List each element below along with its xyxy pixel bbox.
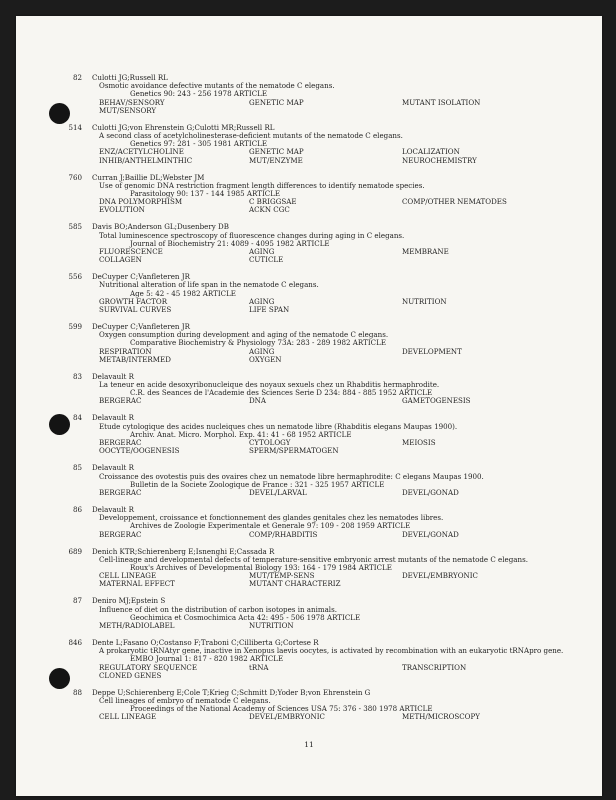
entry-source: Geochimica et Cosmochimica Acta 42: 495 - 506 1978 ARTICLE: [130, 612, 361, 622]
keyword-row: [99, 198, 602, 206]
entry-authors: Delavault R: [92, 463, 134, 473]
keyword: REGULATORY SEQUENCE: [99, 662, 198, 672]
keyword: OXYGEN: [249, 354, 282, 364]
entry-number: 85: [72, 463, 82, 473]
entry-authors: Delavault R: [92, 504, 134, 514]
keyword: [249, 107, 402, 115]
keyword: COLLAGEN: [99, 255, 142, 265]
entry-number: 87: [72, 596, 82, 606]
bibliography-entry: [16, 174, 602, 215]
entry-title: Nutritional alteration of life span in the nematode C elegans.: [99, 280, 319, 290]
keyword: GENETIC MAP: [249, 147, 304, 157]
entry-authors: Culotti JG;Russell RL: [92, 73, 168, 82]
keyword: [249, 672, 402, 680]
keyword: AGING: [249, 296, 275, 306]
entry-number: 82: [72, 73, 82, 82]
entry-source: Genetics 90: 243 - 256 1978 ARTICLE: [130, 89, 268, 99]
keyword: OOCYTE/OOGENESIS: [99, 446, 180, 456]
keyword: METH/RADIOLABEL: [99, 620, 175, 630]
keyword: COMP/RHABDITIS: [249, 529, 318, 539]
keyword: GROWTH FACTOR: [99, 296, 168, 306]
entry-title: Developpement, croissance et fonctionnement des glandes genitales chez les nematodes libres.: [99, 513, 444, 523]
bibliography-entry: [16, 689, 602, 722]
keyword: GAMETOGENESIS: [402, 396, 471, 406]
keyword-row: [99, 672, 602, 680]
keyword: DEVEL/EMBRYONIC: [249, 712, 325, 722]
entry-number: 760: [68, 172, 82, 182]
entry-number: 689: [68, 546, 82, 556]
keyword: FLUORESCENCE: [99, 247, 163, 257]
keyword: DEVELOPMENT: [402, 346, 462, 356]
entry-authors: DeCuyper C;Vanfleteren JR: [92, 272, 190, 282]
keyword-row: [99, 489, 602, 497]
entry-title: A prokaryotic tRNAtyr gene, inactive in Xenopus laevis oocytes, is activated by recombination with an eukaryotic tRNApro gene.: [99, 646, 564, 656]
entry-source: Roux's Archives of Developmental Biology 193: 164 - 179 1984 ARTICLE: [130, 562, 392, 572]
bibliography-entry: [16, 597, 602, 630]
entry-title: Cell lineages of embryo of nematode C elegans.: [99, 695, 271, 705]
keyword: ENZ/ACETYLCHOLINE: [99, 147, 184, 157]
keyword: DNA: [249, 396, 267, 406]
keyword: MEMBRANE: [402, 247, 449, 257]
entry-authors: Curran J;Baillie DL;Webster JM: [92, 172, 205, 182]
keyword: DEVEL/LARVAL: [249, 487, 307, 497]
keyword: C BRIGGSAE: [249, 197, 297, 207]
keyword: AGING: [249, 247, 275, 257]
keyword: DEVEL/GONAD: [402, 529, 459, 539]
entry-authors: Denich KTR;Schierenberg E;Isnenghi E;Cassada R: [92, 546, 275, 556]
entry-title: Oxygen consumption during development and aging of the nematode C elegans.: [99, 330, 389, 340]
bibliography-entry: [16, 414, 602, 455]
keyword: ACKN CGC: [249, 205, 290, 215]
keyword: BERGERAC: [99, 487, 142, 497]
keyword: TRANSCRIPTION: [402, 662, 467, 672]
entry-title: Use of genomic DNA restriction fragment length differences to identify nematode species.: [99, 180, 425, 190]
entry-authors: DeCuyper C;Vanfleteren JR: [92, 322, 190, 332]
keyword-row: [99, 306, 602, 314]
keyword: INHIB/ANTHELMINTHIC: [99, 155, 193, 165]
entry-source: C.R. des Seances de l'Academie des Sciences Serie D 234: 884 - 885 1952 ARTICLE: [130, 388, 433, 398]
keyword: CUTICLE: [249, 255, 284, 265]
keyword: EVOLUTION: [99, 205, 145, 215]
keyword-row: [99, 348, 602, 356]
keyword: BERGERAC: [99, 529, 142, 539]
keyword-row: [99, 447, 602, 455]
entry-number: 88: [72, 687, 82, 697]
entry-authors: Deppe U;Schierenberg E;Cole T;Krieg C;Schmitt D;Yoder B;von Ehrenstein G: [92, 687, 371, 697]
entry-source: Proceedings of the National Academy of Sciences USA 75: 376 - 380 1978 ARTICLE: [130, 704, 433, 714]
keyword: MUT/SENSORY: [99, 105, 157, 115]
entry-source: Parasitology 90: 137 - 144 1985 ARTICLE: [130, 189, 281, 199]
keyword: BERGERAC: [99, 396, 142, 406]
entry-authors: Davis BO;Anderson GL;Dusenbery DB: [92, 222, 229, 232]
keyword: CELL LINEAGE: [99, 712, 157, 722]
bibliography-entry: [16, 639, 602, 680]
keyword: SURVIVAL CURVES: [99, 305, 172, 315]
entry-source: Genetics 97: 281 - 305 1981 ARTICLE: [130, 139, 268, 149]
entry-source: Archiv. Anat. Micro. Morphol. Exp. 41: 41 - 68 1952 ARTICLE: [130, 429, 352, 439]
keyword: MUTANT ISOLATION: [402, 97, 481, 107]
keyword: NUTRITION: [249, 620, 294, 630]
keyword-row: [99, 107, 602, 115]
bibliography-entry: [16, 548, 602, 589]
keyword-row: [99, 622, 602, 630]
entry-number: 846: [68, 637, 82, 647]
entry-authors: Dente L;Fasano O;Costanso F;Traboni C;Cilliberta G;Cortese R: [92, 637, 319, 647]
keyword: BERGERAC: [99, 438, 142, 448]
keyword: MUT/ENZYME: [249, 155, 303, 165]
keyword-row: [99, 580, 602, 588]
entry-source: Age 5: 42 - 45 1982 ARTICLE: [130, 288, 236, 298]
keyword: LOCALIZATION: [402, 147, 460, 157]
bibliography-entry: [16, 74, 602, 115]
keyword: MATERNAL EFFECT: [99, 579, 175, 589]
entry-authors: Deniro MJ;Epstein S: [92, 596, 166, 606]
bibliography-entry: [16, 464, 602, 497]
keyword: BEHAV/SENSORY: [99, 97, 165, 107]
entry-title: Influence of diet on the distribution of carbon isotopes in animals.: [99, 604, 337, 614]
bibliography-entry: [16, 124, 602, 165]
keyword: NEUROCHEMISTRY: [402, 155, 477, 165]
entry-number: 585: [68, 222, 82, 232]
entry-title: Cell-lineage and developmental defects of temperature-sensitive embryonic arrest mutants of the nematode C elegans.: [99, 554, 528, 564]
entry-source: Comparative Biochemistry & Physiology 73A: 283 - 289 1982 ARTICLE: [130, 338, 387, 348]
keyword-row: [99, 713, 602, 721]
entry-authors: Culotti JG;von Ehrenstein G;Culotti MR;Russell RL: [92, 122, 275, 132]
page-number: 11: [304, 740, 314, 749]
keyword-row: [99, 298, 602, 306]
keyword-row: [99, 531, 602, 539]
entry-source: Archives de Zoologie Experimentale et Generale 97: 109 - 208 1959 ARTICLE: [130, 521, 411, 531]
keyword: CLONED GENES: [99, 670, 162, 680]
entry-number: 514: [68, 122, 82, 132]
keyword-row: [99, 397, 602, 405]
keyword-row: [99, 256, 602, 264]
keyword: MUT/TEMP-SENS: [249, 571, 315, 581]
keyword: AGING: [249, 346, 275, 356]
keyword: CELL LINEAGE: [99, 571, 157, 581]
keyword: MEIOSIS: [402, 438, 436, 448]
entry-title: La teneur en acide desoxyribonucleique des noyaux sexuels chez un Rhabditis hermaphrodite.: [99, 380, 440, 390]
keyword-row: [99, 248, 602, 256]
keyword-row: [99, 99, 602, 107]
keyword: DEVEL/GONAD: [402, 487, 459, 497]
keyword: CYTOLOGY: [249, 438, 291, 448]
keyword-row: [99, 664, 602, 672]
entry-title: Etude cytologique des acides nucleiques ches un nematode libre (Rhabditis elegans Maupas 1900).: [99, 421, 458, 431]
keyword: DEVEL/EMBRYONIC: [402, 571, 478, 581]
entry-number: 556: [68, 272, 82, 282]
keyword: MUTANT CHARACTERIZ: [249, 579, 341, 589]
bibliography-list: [16, 74, 602, 730]
bibliography-entry: [16, 506, 602, 539]
entry-number: 599: [68, 322, 82, 332]
keyword-row: [99, 356, 602, 364]
entry-title: Osmotic avoidance defective mutants of the nematode C elegans.: [99, 81, 335, 91]
entry-number: 83: [72, 371, 82, 381]
entry-source: Journal of Biochemistry 21: 4089 - 4095 1982 ARTICLE: [130, 238, 330, 248]
entry-source: EMBO Journal 1: 817 - 820 1982 ARTICLE: [130, 654, 284, 664]
entry-authors: Delavault R: [92, 413, 134, 423]
keyword: DNA POLYMORPHISM: [99, 197, 183, 207]
entry-authors: Delavault R: [92, 371, 134, 381]
keyword-row: [99, 157, 602, 165]
entry-title: A second class of acetylcholinesterase-deficient mutants of the nematode C elegans.: [99, 131, 403, 141]
keyword: tRNA: [249, 662, 269, 672]
keyword: LIFE SPAN: [249, 305, 290, 315]
keyword: METH/MICROSCOPY: [402, 712, 480, 722]
entry-source: Bulletin de la Societe Zoologique de France : 321 - 325 1957 ARTICLE: [130, 479, 385, 489]
bibliography-entry: [16, 373, 602, 406]
keyword-row: [99, 206, 602, 214]
keyword: GENETIC MAP: [249, 97, 304, 107]
keyword: RESPIRATION: [99, 346, 152, 356]
bibliography-entry: [16, 223, 602, 264]
keyword: NUTRITION: [402, 296, 447, 306]
entry-title: Total luminescence spectroscopy of fluorescence changes during aging in C elegans.: [99, 230, 405, 240]
keyword: SPERM/SPERMATOGEN: [249, 446, 339, 456]
bibliography-entry: [16, 323, 602, 364]
entry-number: 86: [72, 504, 82, 514]
entry-title: Croissance des ovotestis puis des ovaires chez un nematode libre hermaphrodite: C elegans Maupas 1900.: [99, 471, 484, 481]
keyword: COMP/OTHER NEMATODES: [402, 197, 507, 207]
document-page: [16, 16, 602, 796]
keyword: METAB/INTERMED: [99, 354, 171, 364]
bibliography-entry: [16, 273, 602, 314]
entry-number: 84: [72, 413, 82, 423]
